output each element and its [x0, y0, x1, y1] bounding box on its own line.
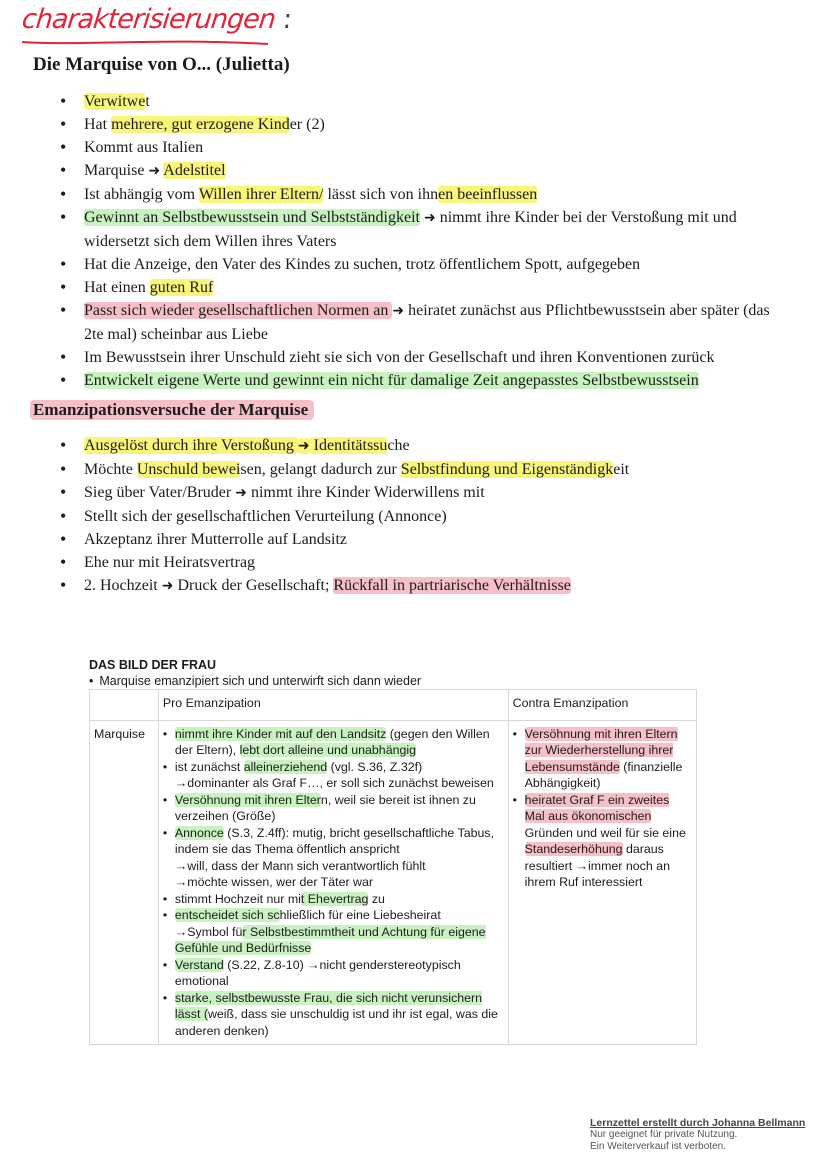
text-segment: Selbstfindung und Eigenständigk: [400, 461, 614, 478]
table-list-item: [163, 907, 504, 924]
arrow-icon: ➜: [235, 485, 247, 501]
table-list-item: [163, 957, 504, 990]
text-segment: Willen ihrer Eltern/: [198, 186, 324, 203]
list-item: [60, 369, 790, 392]
marquise-bullet-list: [60, 90, 790, 392]
handwritten-heading: [20, 4, 292, 35]
text-segment: Ehe nur mit Heiratsvertrag: [84, 554, 256, 571]
list-item: [60, 159, 790, 183]
text-segment: (S.22, Z.8-10) →nicht genderstereotypisch emotional: [174, 957, 461, 988]
footer-author: Lernzettel erstellt durch Johanna Bellmann: [590, 1117, 806, 1129]
table-list-item: [163, 759, 504, 776]
text-segment: Rückfall in partriarische Verhältnisse: [333, 577, 571, 594]
text-segment: Hat die Anzeige, den Vater des Kindes zu suchen, trotz öffentlichem Spott, aufgegeben: [84, 256, 641, 273]
text-segment: daraus resultiert →immer noch an ihrem Ruf interessiert: [524, 842, 670, 889]
emanzipation-bullet-list: [60, 434, 790, 598]
text-segment: er (2): [289, 116, 325, 133]
list-item: [60, 253, 790, 276]
text-segment: Gewinnt an Selbstbewusstsein und Selbstständigkeit: [84, 209, 420, 226]
contra-list: [513, 726, 692, 891]
text-segment: Gründen und weil für sie eine: [524, 825, 686, 840]
arrow-icon: ➜: [297, 438, 310, 454]
text-segment: nimmt ihre Kinder Widerwillens mit: [246, 484, 485, 501]
text-segment: t: [145, 93, 150, 110]
list-item: [60, 276, 790, 299]
text-segment: mehrere, gut erzogene Kind: [111, 116, 290, 133]
text-segment: weiß, dass sie unschuldig ist und ihr ist egal, was die anderen denken): [174, 1007, 498, 1038]
arrow-icon: ➜: [161, 578, 174, 594]
list-item: [60, 206, 790, 253]
text-segment: Verstand: [174, 957, 224, 972]
text-segment: (S.3, Z.4ff): mutig, bricht gesellschaftliche Tabus, indem sie das Thema öffentlich anspricht: [174, 825, 495, 856]
text-segment: Versöhnung mit ihren Elter: [174, 792, 321, 807]
text-segment: zu: [368, 891, 385, 906]
text-segment: eit: [613, 461, 630, 478]
text-segment: Kommt aus Italien: [84, 139, 204, 156]
list-item: [60, 434, 790, 458]
table-header-pro: Pro Emanzipation: [158, 690, 508, 721]
table-header-row: [90, 690, 697, 721]
text-segment: entscheidet sich sc: [174, 908, 280, 922]
text-segment: Identitätssu: [309, 437, 388, 454]
text-segment: →Symbol fü: [174, 924, 243, 939]
text-segment: t Ehevertrag: [300, 891, 369, 906]
text-segment: che: [387, 437, 410, 454]
text-segment: Ist abhängig vom: [84, 186, 199, 203]
contra-cell: [508, 720, 696, 1045]
table-list-item: [163, 990, 504, 1040]
bild-der-frau-subtitle: [89, 673, 699, 689]
table-list-item: [163, 891, 504, 908]
list-item: [60, 574, 790, 598]
table-list-item: [163, 825, 504, 858]
table-header-contra: Contra Emanzipation: [508, 690, 696, 721]
table-list-item: [163, 775, 504, 792]
text-segment: hließlich für eine Liebesheirat: [279, 908, 441, 922]
section-title-marquise: Die Marquise von O... (Julietta): [33, 54, 290, 75]
pro-list: [163, 726, 504, 1040]
text-segment: Akzeptanz ihrer Mutterrolle auf Landsitz: [84, 531, 347, 548]
text-segment: lässt sich von ihn: [323, 186, 439, 203]
text-segment: Entwickelt eigene Werte und gewinnt ein nicht für damalige Zeit angepasstes Selbstbewusstsein: [84, 372, 699, 389]
table-list-item: [163, 924, 504, 957]
text-segment: Hat: [84, 116, 112, 133]
text-segment: (vgl. S.36, Z.32f): [327, 759, 423, 774]
list-item: [60, 481, 790, 505]
list-item: [60, 528, 790, 551]
comparison-table: [89, 689, 697, 1045]
list-item: [60, 299, 790, 346]
list-item: [60, 136, 790, 159]
text-segment: Hat einen: [84, 279, 150, 296]
text-segment: stimmt Hochzeit nur mi: [174, 891, 301, 906]
text-segment: en beeinflussen: [438, 186, 538, 203]
text-segment: Möchte: [84, 461, 137, 478]
text-segment: r Selbstbestimmtheit und Achtung für eigene Gefühle und Bedürfnisse: [174, 924, 486, 955]
table-header-empty: [90, 690, 159, 721]
text-segment: →will, dass der Mann sich verantwortlich fühlt: [174, 858, 426, 873]
row-label-marquise: Marquise: [90, 720, 159, 1045]
text-segment: nimmt ihre Kinder bei der Verstoßung mit und widersetzt sich dem Willen ihres Vaters: [84, 209, 737, 250]
text-segment: Annonce: [174, 825, 224, 840]
text-segment: Adelstitel: [163, 162, 226, 179]
text-segment: Passt sich wieder gesellschaftlichen Normen an: [84, 302, 393, 319]
list-item: [60, 505, 790, 528]
arrow-icon: ➜: [423, 210, 436, 226]
text-segment: →möchte wissen, wer der Täter war: [174, 875, 373, 889]
text-segment: Stellt sich der gesellschaftlichen Verurteilung (Annonce): [84, 508, 447, 525]
table-list-item: [163, 792, 504, 825]
table-list-item: [163, 858, 504, 875]
arrow-icon: ➜: [392, 303, 405, 319]
table-list-item: [513, 792, 692, 891]
text-segment: Im Bewusstsein ihrer Unschuld zieht sie sich von der Gesellschaft und ihren Konventionen zurück: [84, 349, 715, 366]
text-segment: alleinerziehend: [243, 759, 328, 774]
footer-usage-note: Nur geeignet für private Nutzung.: [590, 1129, 738, 1140]
pro-cell: [158, 720, 508, 1045]
table-list-item: [163, 726, 504, 759]
table-list-item: [513, 726, 692, 792]
bild-der-frau-title: DAS BILD DER FRAU: [89, 658, 217, 672]
text-segment: sen, gelangt dadurch zur: [240, 461, 401, 478]
bild-der-frau-block: [89, 658, 699, 1045]
text-segment: Versöhnung mit ihren Eltern zur Wiederherstellung ihrer Lebensumstände: [524, 726, 678, 774]
text-segment: heiratet zunächst aus Pflichtbewusstsein aber später (das 2te mal) scheinbar aus Liebe: [84, 302, 770, 343]
list-item: [60, 183, 790, 206]
text-segment: Standeserhöhung: [524, 842, 623, 856]
text-segment: ist zunächst: [174, 759, 244, 774]
heading-colon: :: [281, 4, 293, 35]
text-segment: (finanzielle Abhängigkeit): [524, 759, 683, 790]
footer: [590, 1117, 805, 1153]
text-segment: guten Ruf: [149, 279, 214, 296]
handwritten-underline: [20, 36, 270, 50]
list-item: [60, 458, 790, 481]
text-segment: →dominanter als Graf F…, er soll sich zunächst beweisen: [174, 776, 494, 790]
handwritten-heading-text: charakterisierungen: [20, 4, 277, 35]
subtitle-bullet: •: [89, 674, 94, 688]
table-row: [90, 720, 697, 1045]
list-item: [60, 551, 790, 574]
text-segment: lebt dort alleine und unabhängig: [239, 743, 417, 757]
list-item: [60, 113, 790, 136]
text-segment: Verwitwe: [84, 93, 146, 110]
list-item: [60, 346, 790, 369]
text-segment: Marquise: [84, 162, 149, 179]
text-segment: nimmt ihre Kinder mit auf den Landsitz: [174, 726, 387, 741]
text-segment: starke, selbstbewusste Frau, die sich nicht verunsichern lässt (: [174, 990, 483, 1021]
text-segment: heiratet Graf F ein zweites Mal aus ökonomischen: [524, 792, 670, 823]
subtitle-text: Marquise emanzipiert sich und unterwirft sich dann wieder: [99, 674, 422, 688]
arrow-icon: ➜: [148, 163, 161, 179]
footer-resale-note: Ein Weiterverkauf ist verboten.: [590, 1141, 726, 1152]
text-segment: Sieg über Vater/Bruder: [84, 484, 236, 501]
text-segment: Unschuld bewei: [136, 461, 241, 478]
text-segment: (gegen den Willen der Eltern),: [174, 726, 490, 757]
section-title-emanzipation: Emanzipationsversuche der Marquise: [30, 400, 314, 420]
text-segment: Druck der Gesellschaft;: [173, 577, 334, 594]
text-segment: 2. Hochzeit: [84, 577, 162, 594]
table-list-item: [163, 874, 504, 891]
text-segment: n, weil sie bereit ist ihnen zu verzeihen (Größe): [174, 792, 476, 823]
list-item: [60, 90, 790, 113]
text-segment: Ausgelöst durch ihre Verstoßung: [84, 437, 298, 454]
